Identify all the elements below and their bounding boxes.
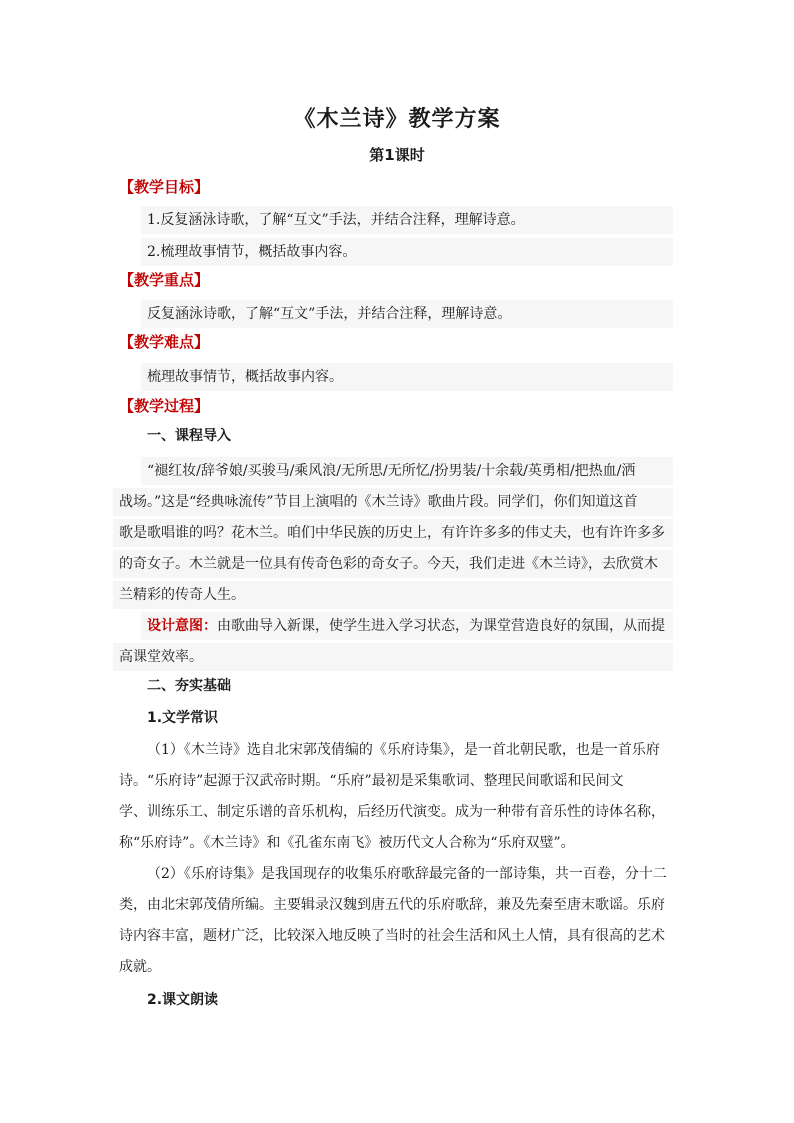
para2-line-1: （2）《乐府诗集》是我国现存的收集乐府歌辞最完备的一部诗集，共一百卷，分十二 [147, 866, 667, 882]
part1-title: 一、课程导入 [147, 428, 231, 444]
design-intent-label: 设计意图： [147, 618, 217, 634]
para1-line-1: （1）《木兰诗》选自北宋郭茂倩编的《乐府诗集》，是一首北朝民歌，也是一首乐府 [147, 742, 660, 758]
intro-line-1: “褪红妆/辞爷娘/买骏马/乘风浪/无所思/无所忆/扮男装/十余载/英勇相/把热血/洒 [141, 457, 673, 485]
section-heading-process: 【教学过程】 [119, 397, 210, 415]
para1-line-3: 学、训练乐工、制定乐谱的音乐机构，后经历代演变。成为一种带有音乐性的诗体名称， [119, 804, 665, 820]
para2-line-2: 类，由北宋郭茂倩所编。主要辑录汉魏到唐五代的乐府歌辞，兼及先秦至唐末歌谣。乐府 [119, 897, 665, 913]
intro-line-3: 歌是歌唱谁的吗？花木兰。咱们中华民族的历史上，有许许多多的伟丈夫，也有许许多多 [113, 519, 673, 547]
difficulty-text: 梳理故事情节，概括故事内容。 [141, 363, 673, 391]
design-intent-line-1 [141, 612, 673, 640]
sub1-title: 1.文学常识 [147, 710, 219, 726]
design-intent-line-2: 高课堂效率。 [113, 643, 673, 671]
section-heading-difficulty: 【教学难点】 [119, 333, 210, 351]
sub2-title: 2.课文朗读 [147, 992, 219, 1008]
para2-line-4: 成就。 [119, 959, 161, 975]
part2-title: 二、夯实基础 [147, 678, 231, 694]
section-heading-focus: 【教学重点】 [119, 271, 210, 289]
goal-item-2: 2.梳理故事情节，概括故事内容。 [141, 238, 673, 266]
intro-line-5: 兰精彩的传奇人生。 [113, 581, 673, 609]
goal-item-1: 1.反复涵泳诗歌，了解“互文”手法，并结合注释，理解诗意。 [141, 206, 673, 234]
para2-line-3: 诗内容丰富，题材广泛，比较深入地反映了当时的社会生活和风土人情，具有很高的艺术 [119, 928, 665, 944]
lesson-number: 第1课时 [369, 146, 425, 164]
focus-text: 反复涵泳诗歌，了解“互文”手法，并结合注释，理解诗意。 [141, 300, 673, 328]
intro-line-2: 战场。”这是“经典咏流传”节目上演唱的《木兰诗》歌曲片段。同学们，你们知道这首 [113, 488, 673, 516]
section-heading-goals: 【教学目标】 [119, 178, 210, 196]
page-title: 《木兰诗》教学方案 [293, 107, 501, 132]
intro-line-4: 的奇女子。木兰就是一位具有传奇色彩的奇女子。今天，我们走进《木兰诗》，去欣赏木 [113, 550, 673, 578]
design-intent-text: 由歌曲导入新课，使学生进入学习状态，为课堂营造良好的氛围，从而提 [217, 618, 665, 634]
para1-line-4: 称“乐府诗”。《木兰诗》和《孔雀东南飞》被历代文人合称为“乐府双璧”。 [119, 835, 575, 851]
para1-line-2: 诗。“乐府诗”起源于汉武帝时期。“乐府”最初是采集歌词、整理民间歌谣和民间文 [119, 773, 624, 789]
